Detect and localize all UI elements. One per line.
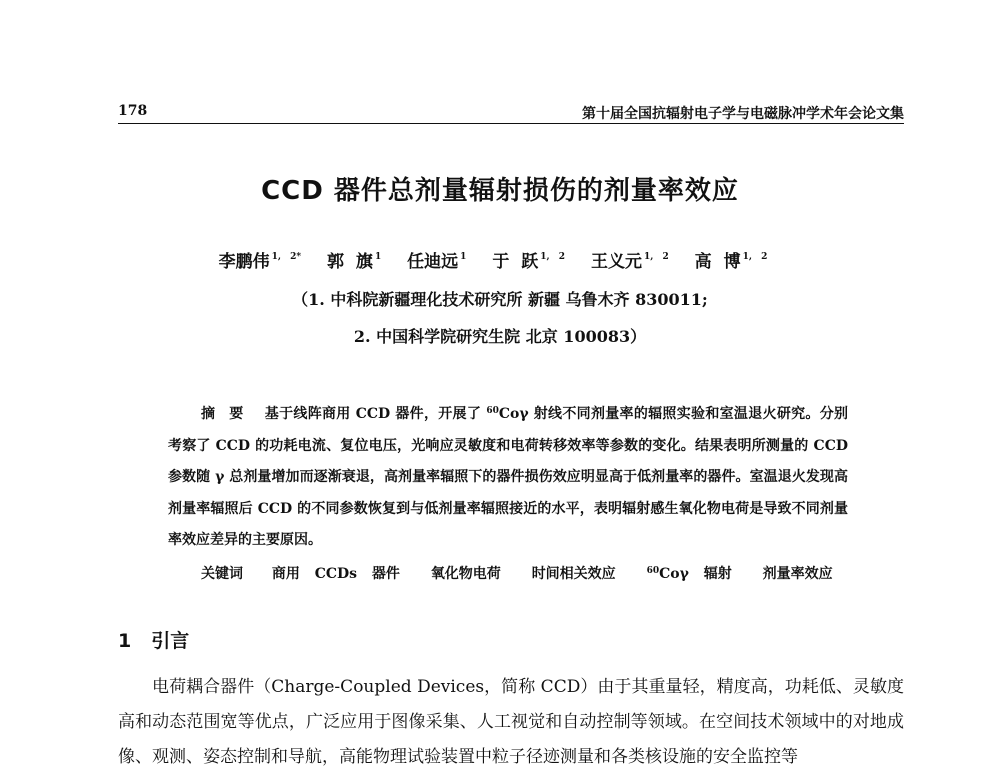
abstract-text-start: 基于线阵商用 CCD 器件，开展了 (264, 406, 487, 422)
author-affiliation-mark: 1 (374, 252, 382, 262)
page-number: 178 (118, 103, 148, 119)
abstract (168, 396, 848, 557)
body-paragraph (118, 670, 904, 775)
author-name: 李鹏伟 (218, 252, 270, 272)
keywords-label: 关键词 (201, 566, 243, 582)
author-affiliation-mark: 1, 2* (271, 252, 302, 262)
keyword: 商用 CCDs 器件 (271, 566, 400, 582)
paragraph-text: 电荷耦合器件（Charge-Coupled Devices，简称 CCD）由于其重量轻，精度高，功耗低、灵敏度高和动态范围宽等优点，广泛应用于图像采集、人工视觉和自动控制等领域。在空间技术领域中的对地成像、观测、姿态控制和导航，高能物理试验装置中粒子径迹测量和各类核设施的安全监控等 (118, 677, 904, 767)
header-rule (118, 123, 904, 124)
section-heading (118, 626, 189, 653)
keyword: 剂量率效应 (762, 566, 833, 582)
section-title: 引言 (151, 630, 190, 652)
running-header: 第十届全国抗辐射电子学与电磁脉冲学术年会论文集 (582, 106, 904, 122)
author-name: 王义元 (590, 252, 642, 272)
author-name: 任迪远 (407, 252, 459, 272)
isotope-mass-number: 60 (646, 566, 660, 576)
isotope-mass-number: 60 (486, 406, 499, 416)
section-number: 1 (118, 630, 132, 652)
author-name: 郭 旗 (327, 252, 373, 272)
abstract-label: 摘要 (201, 406, 258, 422)
abstract-text-rest: Coγ 射线不同剂量率的辐照实验和室温退火研究。分别考察了 CCD 的功耗电流、复位电压，光响应灵敏度和电荷转移效率等参数的变化。结果表明所测量的 CCD 参数随 γ 总剂量增加而逐渐衰退，高剂量率辐照下的器件损伤效应明显高于低剂量率的器件。室温退火发现高剂量率辐照后 CCD 的不同参数恢复到与低剂量率辐照接近的水平，表明辐射感生氧化物电荷是导致不同剂量率效应差异的主要原因。 (168, 406, 849, 548)
affiliation-line-1: （1. 中科院新疆理化技术研究所 新疆 乌鲁木齐 830011; (292, 290, 708, 309)
affiliation-line-2: 2. 中国科学院研究生院 北京 100083） (353, 327, 647, 346)
author-affiliation-mark: 1, 2 (540, 252, 566, 262)
keyword-rest: Coγ 辐射 (659, 566, 732, 582)
keywords (201, 563, 849, 583)
author-list (0, 246, 1000, 273)
author-affiliation-mark: 1 (460, 252, 467, 262)
author-affiliation-mark: 1, 2 (643, 252, 669, 262)
paper-title: CCD 器件总剂量辐射损伤的剂量率效应 (261, 176, 739, 206)
author-affiliation-mark: 1, 2 (742, 252, 768, 262)
keyword: 时间相关效应 (531, 566, 616, 582)
author-name: 高 博 (694, 252, 741, 272)
keyword: 氧化物电荷 (430, 566, 501, 582)
author-name: 于 跃 (492, 252, 539, 272)
keyword (647, 566, 732, 582)
